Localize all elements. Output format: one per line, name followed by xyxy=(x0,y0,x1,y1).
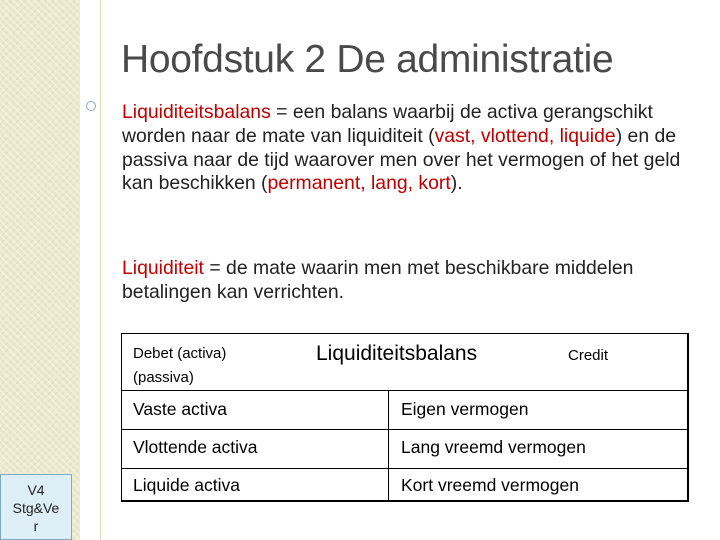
table-cell-activa: Liquide activa xyxy=(133,475,241,495)
decorative-divider-line xyxy=(100,0,101,540)
paragraph-text: = de mate waarin men met beschikbare middelen betalingen kan verrichten. xyxy=(122,257,634,303)
table-cell-passiva: Lang vreemd vermogen xyxy=(401,437,586,457)
paragraph-text: = een balans waarbij de activa gerangschikt worden naar de mate van liquiditeit ( xyxy=(122,101,653,147)
footer-line: r xyxy=(33,518,39,534)
paragraph-text: ) en de passiva naar de tijd waarover men over het vermogen of het geld kan beschikken ( xyxy=(122,124,681,195)
paragraph-liquiditeitsbalans xyxy=(122,101,702,196)
circle-bullet-icon xyxy=(86,101,96,111)
table-cell-passiva: Kort vreemd vermogen xyxy=(401,475,579,495)
table-cell-passiva: Eigen vermogen xyxy=(401,399,529,419)
liquiditeitsbalans-table xyxy=(121,333,689,502)
term-liquiditeit: Liquiditeit xyxy=(122,257,204,279)
table-rule xyxy=(122,468,687,469)
passiva-label: (passiva) xyxy=(133,369,194,386)
table-rule xyxy=(122,429,687,430)
term-asset-kinds: vast, vlottend, liquide xyxy=(434,124,616,147)
table-cell-activa: Vaste activa xyxy=(133,399,228,419)
term-liability-terms: permanent, lang, kort xyxy=(267,172,451,195)
footer-label-box xyxy=(0,474,72,540)
footer-line: Stg&Ve xyxy=(12,500,60,516)
paragraph-text: ). xyxy=(450,172,463,195)
credit-label: Credit xyxy=(568,347,609,364)
footer-line: V4 xyxy=(27,482,45,498)
debet-label: Debet (activa) xyxy=(133,345,227,362)
table-rule xyxy=(122,390,687,391)
term-liquiditeitsbalans: Liquiditeitsbalans xyxy=(122,101,271,123)
table-cell-activa: Vlottende activa xyxy=(133,437,258,457)
paragraph-liquiditeit xyxy=(122,257,702,305)
table-divider xyxy=(388,390,389,500)
decorative-side-strip xyxy=(0,0,80,540)
balans-title: Liquiditeitsbalans xyxy=(316,342,478,365)
slide-title: Hoofdstuk 2 De administratie xyxy=(121,38,614,81)
